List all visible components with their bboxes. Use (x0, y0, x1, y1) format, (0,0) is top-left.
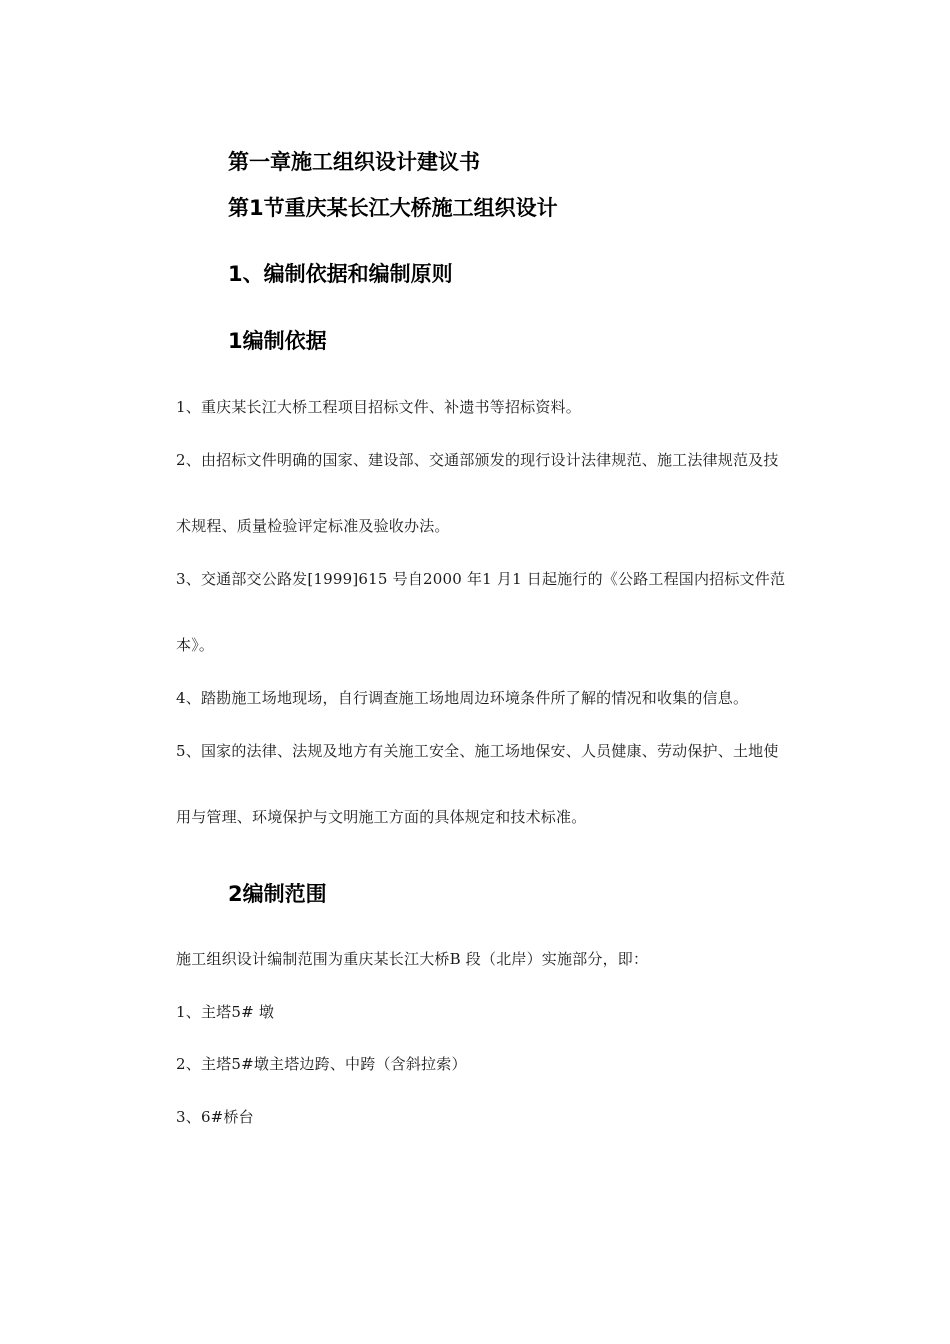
basis-item-3-line-2: 本》。 (176, 636, 215, 654)
scope-item-2: 2、主塔5#墩主塔边跨、中跨（含斜拉索） (176, 1055, 467, 1073)
basis-item-2-line-2: 术规程、质量检验评定标准及验收办法。 (176, 517, 450, 535)
basis-item-4: 4、踏勘施工场地现场，自行调查施工场地周边环境条件所了解的情况和收集的信息。 (176, 689, 749, 707)
scope-item-1: 1、主塔5# 墩 (176, 1003, 275, 1021)
basis-item-3-line-1: 3、交通部交公路发[1999]615 号自2000 年1 月1 日起施行的《公路工程国内招标文件范 (176, 570, 786, 588)
chapter-title: 第一章施工组织设计建议书 (228, 150, 480, 174)
basis-heading: 1编制依据 (228, 329, 327, 353)
basis-item-2-line-1: 2、由招标文件明确的国家、建设部、交通部颁发的现行设计法律规范、施工法律规范及技 (176, 451, 779, 469)
basis-item-1: 1、重庆某长江大桥工程项目招标文件、补遗书等招标资料。 (176, 398, 581, 416)
section-title: 第1节重庆某长江大桥施工组织设计 (228, 196, 558, 220)
scope-intro: 施工组织设计编制范围为重庆某长江大桥B 段（北岸）实施部分，即： (176, 950, 649, 968)
basis-item-5-line-2: 用与管理、环境保护与文明施工方面的具体规定和技术标准。 (176, 808, 587, 826)
subsection-title: 1、编制依据和编制原则 (228, 262, 453, 286)
scope-item-3: 3、6#桥台 (176, 1108, 254, 1126)
scope-heading: 2编制范围 (228, 882, 327, 906)
basis-item-5-line-1: 5、国家的法律、法规及地方有关施工安全、施工场地保安、人员健康、劳动保护、土地使 (176, 742, 779, 760)
